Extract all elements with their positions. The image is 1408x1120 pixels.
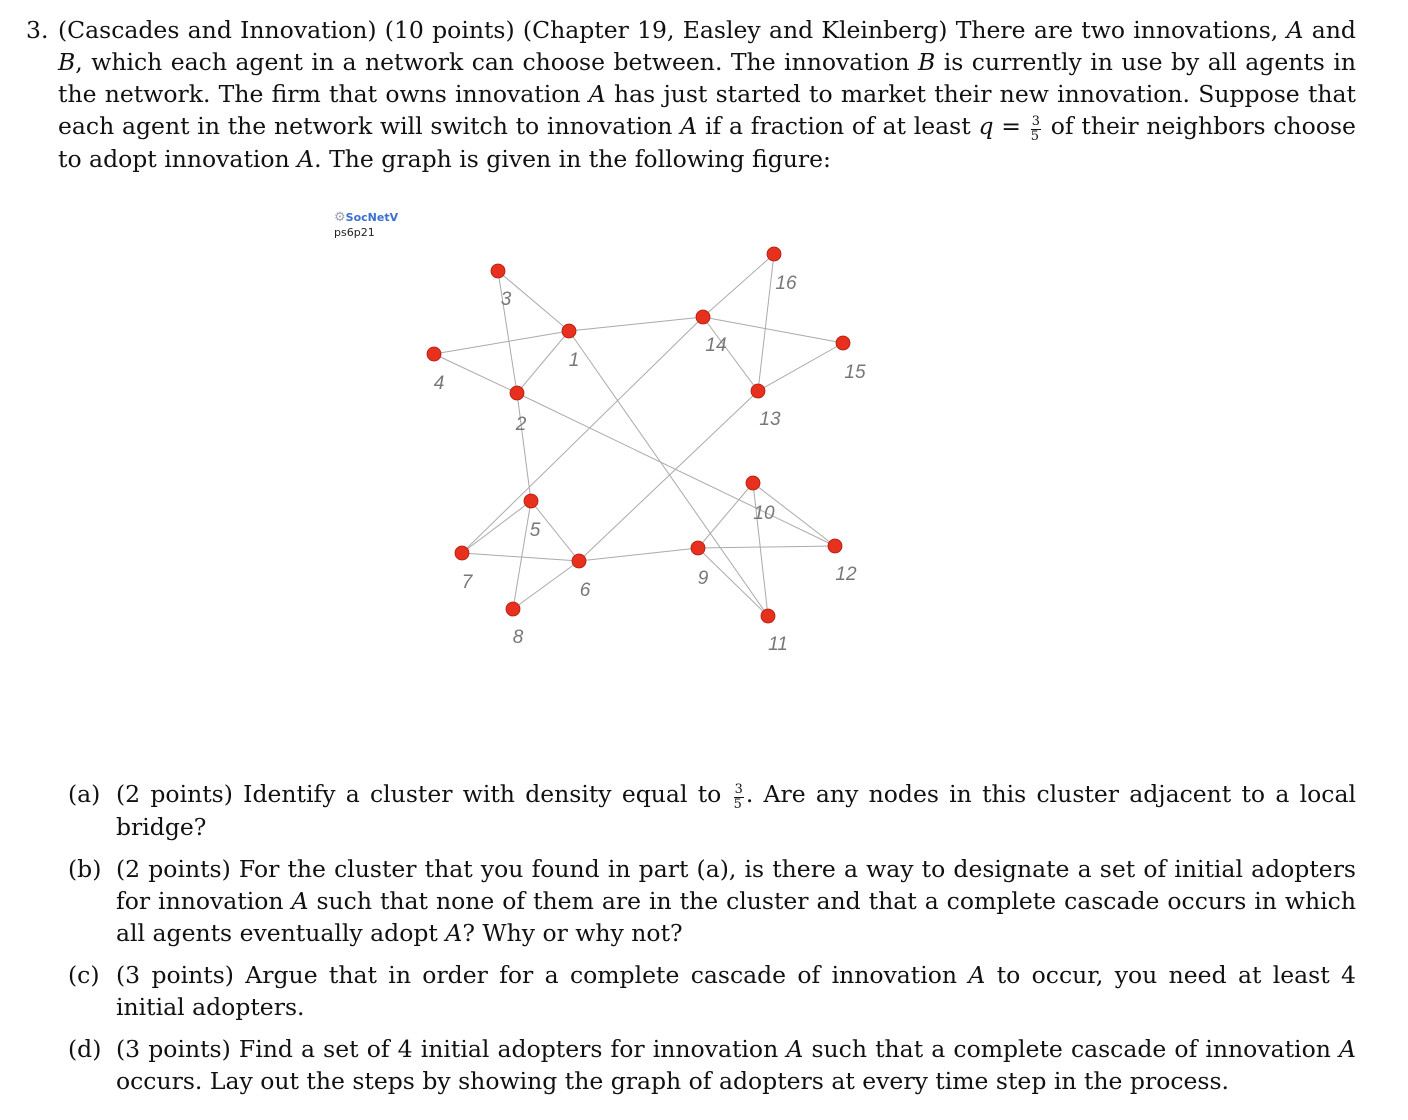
node-label-12: 12 <box>835 564 857 585</box>
node-6 <box>572 554 586 568</box>
node-2 <box>510 386 524 400</box>
node-7 <box>455 546 469 560</box>
node-1 <box>562 324 576 338</box>
part-d: (d) (3 points) Find a set of 4 initial adopters for innovation A such that a complete cascade of innovation A occurs. Lay out the steps by showing the graph of adopters at every time step in the process. <box>68 1035 1356 1096</box>
part-a: (a) (2 points) Identify a cluster with density equal to $\frac{3}{5}$ . Are any nodes in this cluster adjacent to a local bridge? <box>68 780 1356 842</box>
graph-edges <box>434 254 843 616</box>
edge-5-7 <box>462 501 531 553</box>
problem-statement: (Cascades and Innovation) (10 points) (Chapter 19, Easley and Kleinberg) There are two innovations, A and B, which each agent in a network can choose between. The innovation B is currently in use by all agents in the network. The firm that owns innovation A has just started to market their new innovation. Suppose that each agent in the network will switch to innovation A if a fraction of at least q = $\frac{3}{5}$ of their neighbors choose to adopt innovation A. The graph is given in the following figure: <box>58 16 1356 174</box>
node-14 <box>696 310 710 324</box>
brand-name: SocNetV <box>345 211 399 224</box>
node-label-15: 15 <box>844 362 866 383</box>
edge-9-11 <box>698 548 768 616</box>
node-label-11: 11 <box>768 634 788 655</box>
edge-16-13 <box>758 254 774 391</box>
edge-5-8 <box>513 501 531 609</box>
edge-9-10 <box>698 483 753 548</box>
node-5 <box>524 494 538 508</box>
part-c: (c) (3 points) Argue that in order for a complete cascade of innovation A to occur, you need at least 4 initial adopters. <box>68 961 1356 1022</box>
node-label-6: 6 <box>579 580 591 601</box>
node-label-3: 3 <box>500 289 512 310</box>
node-16 <box>767 247 781 261</box>
node-label-8: 8 <box>512 627 524 648</box>
node-11 <box>761 609 775 623</box>
edge-9-6 <box>579 548 698 561</box>
edge-1-2 <box>517 331 569 393</box>
question-parts <box>68 778 1356 1107</box>
node-label-16: 16 <box>775 273 797 294</box>
edge-2-5 <box>517 393 531 501</box>
file-name: ps6p21 <box>334 226 375 239</box>
problem-title: (Cascades and Innovation) (10 points) (Chapter 19, Easley and Kleinberg) <box>58 16 948 44</box>
edge-1-14 <box>569 317 703 331</box>
edge-4-1 <box>434 331 569 354</box>
graph-nodes <box>427 247 850 623</box>
node-10 <box>746 476 760 490</box>
node-label-2: 2 <box>515 414 527 435</box>
node-label-5: 5 <box>529 520 541 541</box>
graph-labels <box>434 273 866 655</box>
node-label-14: 14 <box>705 335 727 356</box>
density-fraction: $\frac{3}{5}$ <box>733 782 743 812</box>
node-4 <box>427 347 441 361</box>
edge-8-6 <box>513 561 579 609</box>
gear-logo-icon: ⚙ <box>334 210 346 225</box>
threshold-fraction: $\frac{3}{5}$ <box>1030 114 1040 144</box>
node-3 <box>491 264 505 278</box>
node-8 <box>506 602 520 616</box>
node-label-10: 10 <box>753 503 775 524</box>
edge-14-7 <box>462 317 703 553</box>
edge-7-6 <box>462 553 579 561</box>
node-label-9: 9 <box>697 568 709 589</box>
node-label-1: 1 <box>568 350 580 371</box>
node-label-7: 7 <box>461 572 473 593</box>
node-13 <box>751 384 765 398</box>
node-label-4: 4 <box>433 373 445 394</box>
node-15 <box>836 336 850 350</box>
edge-13-15 <box>758 343 843 391</box>
edge-1-11 <box>569 331 768 616</box>
edge-4-2 <box>434 354 517 393</box>
edge-9-12 <box>698 546 835 548</box>
node-label-13: 13 <box>759 409 781 430</box>
node-12 <box>828 539 842 553</box>
node-9 <box>691 541 705 555</box>
problem-number: 3. <box>26 16 49 44</box>
edge-14-16 <box>703 254 774 317</box>
edge-13-6 <box>579 391 758 561</box>
part-b: (b) (2 points) For the cluster that you found in part (a), is there a way to designate a set of initial adopters for innovation A such that none of them are in the cluster and that a complete cascade occurs in which all agents eventually adopt A? Why or why not? <box>68 855 1356 948</box>
